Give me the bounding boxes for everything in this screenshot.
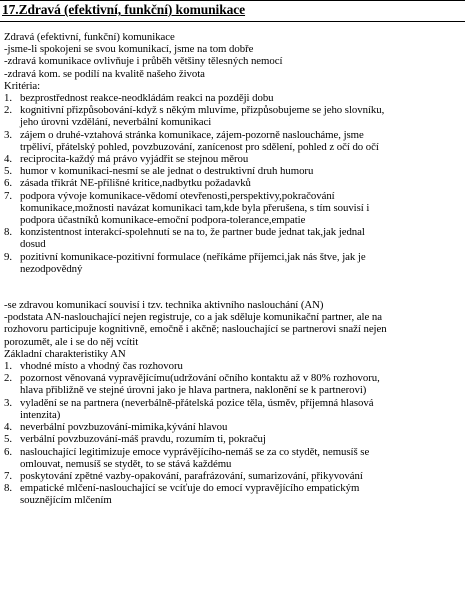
item-text: konzistentnost interakcí-spolehnutí se na to, že partner bude jednat tak,jak jednal <box>20 226 365 239</box>
criteria-item <box>4 165 459 177</box>
item-number: 8. <box>4 482 12 495</box>
item-text: vhodné místo a vhodný čas rozhovoru <box>20 360 183 373</box>
document-body <box>4 31 459 507</box>
an-item <box>4 360 459 372</box>
criteria-item <box>4 92 459 104</box>
item-number: 5. <box>4 165 12 178</box>
an-item <box>4 433 459 445</box>
an-item <box>4 372 459 396</box>
page-heading: 17.Zdravá (efektivní, funkční) komunikace <box>2 2 246 17</box>
paragraph-line: porozumět, ale i se do něj vcítit <box>4 335 139 348</box>
item-text: hlava přibližně ve stejné úrovni jako je hlava partnera, naklonění se k partnerovi) <box>20 384 367 397</box>
an-item <box>4 421 459 433</box>
item-text: dosud <box>20 238 46 251</box>
an-item <box>4 446 459 470</box>
item-text: vyladění se na partnera (neverbálně-přátelská pozice těla, úsměv, příjemná hlasová <box>20 396 374 409</box>
section-gap <box>4 287 459 299</box>
item-text: humor v komunikaci-nesmí se ale jednat o destruktivní druh humoru <box>20 165 314 178</box>
an-item <box>4 397 459 421</box>
item-number: 2. <box>4 372 12 385</box>
active-listening-paragraph <box>4 299 459 360</box>
heading-rule <box>0 21 465 22</box>
item-number: 4. <box>4 421 12 434</box>
item-number: 3. <box>4 128 12 141</box>
an-characteristics-label: Základní charakteristiky AN <box>4 347 126 360</box>
item-text: nezodpovědný <box>20 262 83 275</box>
item-text: intenzita) <box>20 408 61 421</box>
item-number: 9. <box>4 250 12 263</box>
item-text: trpěliví, přátelský pohled, povzbuzování, zanícenost pro sdělení, pohled z očí do očí <box>20 140 379 153</box>
item-text: naslouchající legitimizuje emoce vyprávějícího-nemáš se za co stydět, nemusíš se <box>20 445 370 458</box>
item-number: 5. <box>4 433 12 446</box>
item-text: pozitivní komunikace-pozitivní formulace (neříkáme příjemci,jak nás štve, jak je <box>20 250 366 263</box>
item-text: podpora vývoje komunikace-vědomí otevřenosti,perspektivy,pokračování <box>20 189 335 202</box>
item-text: poskytování zpětné vazby-opakování, parafrázování, sumarizování, přikyvování <box>20 469 363 482</box>
item-text: zájem o druhé-vztahová stránka komunikace, zájem-pozorně nasloucháme, jsme <box>20 128 364 141</box>
item-text: zásada třikrát NE-přílišné kritice,nadbytku požadavků <box>20 177 251 190</box>
an-item <box>4 470 459 482</box>
intro-block <box>4 31 459 92</box>
item-number: 8. <box>4 226 12 239</box>
item-text: pozornost věnovaná vypravějícímu(udržování očního kontaktu až v 80% rozhovoru, <box>20 372 380 385</box>
intro-line: Zdravá (efektivní, funkční) komunikace <box>4 31 175 43</box>
an-characteristics-list <box>4 360 459 506</box>
criteria-item <box>4 177 459 189</box>
item-text: podpora účastníků komunikace-emoční podpora-tolerance,empatie <box>20 214 306 227</box>
intro-line: -jsme-li spokojeni se svou komunikací, jsme na tom dobře <box>4 43 254 56</box>
criteria-item <box>4 190 459 227</box>
criteria-item <box>4 153 459 165</box>
item-text: reciprocita-každý má právo vyjádřit se stejnou měrou <box>20 153 249 166</box>
intro-line: -zdravá kom. se podílí na kvalitě našeho života <box>4 67 205 80</box>
item-number: 3. <box>4 396 12 409</box>
item-text: neverbální povzbuzování-mimika,kývání hlavou <box>20 421 228 434</box>
item-text: souznějícím mlčením <box>20 494 112 507</box>
paragraph-line: -se zdravou komunikací souvisí i tzv. technika aktivního naslouchání (AN) <box>4 299 324 312</box>
item-text: jeho úrovni vzdělání, neverbální komunikaci <box>20 116 212 129</box>
item-number: 1. <box>4 360 12 373</box>
an-item <box>4 482 459 506</box>
criteria-item <box>4 129 459 153</box>
criteria-label: Kritéria: <box>4 79 41 92</box>
item-text: komunikace,možnosti navázat komunikaci tam,kde byla přerušena, s tím souvisí i <box>20 201 370 214</box>
criteria-item <box>4 251 459 275</box>
item-text: bezprostřednost reakce-neodkládám reakci na později dobu <box>20 92 274 105</box>
criteria-list <box>4 92 459 275</box>
paragraph-line: rozhovoru participuje kognitivně, emočně i akčně; naslouchající se partnerovi snaží nejen <box>4 323 387 336</box>
item-text: kognitivní přizpůsobování-když s někým mluvíme, přizpůsobujeme se jeho slovníku, <box>20 104 385 117</box>
item-number: 7. <box>4 189 12 202</box>
item-number: 7. <box>4 469 12 482</box>
item-text: verbální povzbuzování-máš pravdu, rozumím ti, pokračuj <box>20 433 266 446</box>
item-number: 1. <box>4 92 12 105</box>
item-text: empatické mlčení-naslouchající se vcíťuje do emocí vypravějícího empatickým <box>20 482 360 495</box>
section-gap <box>4 275 459 287</box>
item-number: 4. <box>4 153 12 166</box>
criteria-item <box>4 226 459 250</box>
criteria-item <box>4 104 459 128</box>
item-number: 2. <box>4 104 12 117</box>
intro-line: -zdravá komunikace ovlivňuje i průběh většiny tělesných nemocí <box>4 55 283 68</box>
item-number: 6. <box>4 177 12 190</box>
item-number: 6. <box>4 445 12 458</box>
paragraph-line: -podstata AN-naslouchající nejen registruje, co a jak sděluje komunikační partner, ale na <box>4 311 382 324</box>
item-text: omlouvat, nemusíš se stydět, to se stává každému <box>20 457 232 470</box>
